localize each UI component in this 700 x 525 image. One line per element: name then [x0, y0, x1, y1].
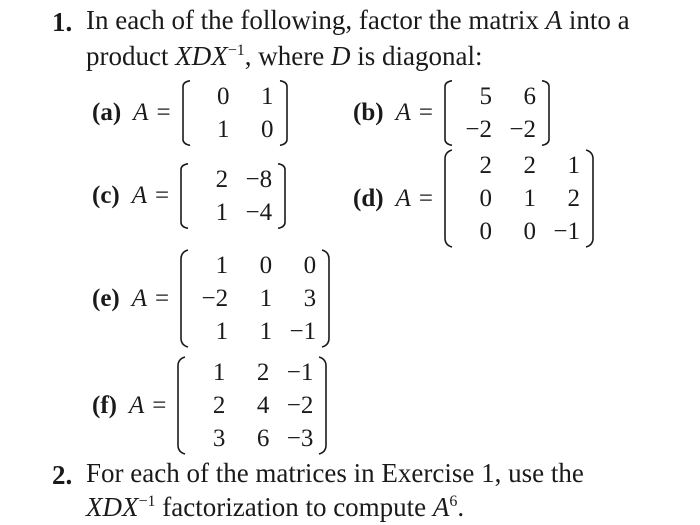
problem-1-line2-start: product — [86, 41, 176, 71]
matrix-entry: 0 — [217, 83, 230, 110]
problem-1-number: 1. — [52, 7, 73, 37]
matrix-entry: 3 — [303, 285, 317, 312]
matrix-variable: A — [131, 182, 148, 209]
part-label: (f) — [92, 391, 117, 419]
matrix-entry: 6 — [523, 83, 536, 110]
right-bracket — [279, 80, 289, 146]
matrix-entry: −3 — [286, 425, 314, 452]
left-bracket — [179, 163, 189, 229]
problem-1-line1-end: into a — [562, 5, 630, 35]
matrix — [443, 80, 551, 146]
matrix — [443, 149, 595, 248]
problem-2-text-line2 — [86, 489, 464, 525]
matrix-entry: 1 — [217, 116, 230, 143]
matrix-entry: −2 — [465, 116, 492, 143]
part-f — [92, 356, 328, 455]
problem-1-text-line1 — [86, 2, 630, 38]
problem-2-line2-end: . — [457, 492, 465, 522]
matrix-entry: 2 — [523, 152, 536, 179]
matrix-entry: −1 — [289, 318, 317, 345]
matrix-entry: 1 — [215, 199, 229, 226]
right-bracket — [541, 80, 551, 146]
inverse-exponent: −1 — [138, 493, 156, 510]
matrix-entry: 0 — [261, 116, 274, 143]
inverse-exponent: −1 — [227, 42, 245, 59]
problem-1-line2-mid: , where — [244, 41, 331, 71]
matrix-entry: −4 — [245, 199, 273, 226]
matrix-entry: 4 — [256, 392, 270, 419]
matrix-entry: 0 — [259, 252, 273, 279]
matrix-entry: 2 — [215, 166, 229, 193]
matrix-entry: 5 — [479, 83, 492, 110]
problem-2-text-line1: For each of the matrices in Exercise 1, use the — [86, 458, 584, 488]
matrix-entry: 1 — [259, 285, 273, 312]
right-bracket — [318, 356, 328, 455]
part-label: (c) — [92, 182, 120, 209]
matrix-entry: 2 — [212, 392, 226, 419]
matrix-entry: 1 — [215, 252, 229, 279]
left-bracket — [176, 356, 186, 455]
equals-sign: = — [155, 182, 170, 209]
matrix-variable: A — [131, 284, 148, 312]
part-a — [92, 80, 289, 146]
matrix-entry: 0 — [479, 218, 492, 245]
matrix-entry: 1 — [261, 83, 274, 110]
matrix-entry: 6 — [256, 425, 270, 452]
right-bracket — [585, 149, 595, 248]
matrix-entry: 2 — [567, 185, 580, 212]
matrix-symbol: A — [432, 492, 450, 522]
matrix-entry: −2 — [509, 116, 536, 143]
matrix-entry: 2 — [479, 152, 492, 179]
part-label: (a) — [92, 99, 122, 126]
matrix-entry: 3 — [212, 425, 226, 452]
matrix-variable: A — [133, 99, 149, 126]
problem-2-number: 2. — [52, 460, 73, 490]
left-bracket — [179, 249, 189, 348]
power-exponent: 6 — [449, 493, 458, 510]
matrix — [179, 163, 287, 229]
part-b — [353, 80, 551, 146]
left-bracket — [443, 149, 453, 248]
matrix-entry: 0 — [479, 185, 492, 212]
matrix-variable: A — [395, 99, 411, 126]
matrix-variable: A — [395, 184, 411, 212]
matrix-entry: −2 — [201, 285, 229, 312]
matrix-variable: A — [128, 391, 145, 419]
right-bracket — [321, 249, 331, 348]
part-label: (d) — [353, 184, 384, 212]
equals-sign: = — [156, 99, 171, 126]
matrix — [176, 356, 328, 455]
right-bracket — [277, 163, 287, 229]
matrix-entry: 1 — [259, 318, 273, 345]
equals-sign: = — [418, 184, 433, 212]
part-label: (e) — [92, 284, 120, 312]
left-bracket — [443, 80, 453, 146]
matrix — [179, 249, 331, 348]
matrix-entry: 0 — [523, 218, 536, 245]
matrix — [181, 80, 289, 146]
matrix-symbol: A — [545, 5, 563, 35]
equals-sign: = — [155, 284, 170, 312]
part-c — [92, 163, 287, 229]
part-label: (b) — [353, 99, 384, 126]
part-d — [353, 149, 595, 248]
problem-1-line2-end: is diagonal: — [350, 41, 483, 71]
matrix-entry: −2 — [286, 392, 314, 419]
problem-1-text-line2 — [86, 38, 482, 74]
matrix-entry: 1 — [212, 359, 226, 386]
matrix-entry: 1 — [567, 152, 580, 179]
matrix-entry: 1 — [523, 185, 536, 212]
left-bracket — [181, 80, 191, 146]
matrix-entry: −8 — [245, 166, 273, 193]
problem-1-line1-text: In each of the following, factor the matrix — [86, 5, 546, 35]
xdx-symbol: XDX — [86, 492, 139, 522]
matrix-entry: −1 — [553, 218, 580, 245]
part-e — [92, 249, 331, 348]
equals-sign: = — [152, 391, 167, 419]
equals-sign: = — [418, 99, 433, 126]
matrix-entry: 0 — [303, 252, 317, 279]
diagonal-symbol: D — [330, 41, 351, 71]
matrix-entry: 1 — [215, 318, 229, 345]
matrix-entry: 2 — [256, 359, 270, 386]
xdx-symbol: XDX — [175, 41, 228, 71]
matrix-entry: −1 — [286, 359, 314, 386]
problem-2-line2-mid: factorization to compute — [155, 492, 433, 522]
